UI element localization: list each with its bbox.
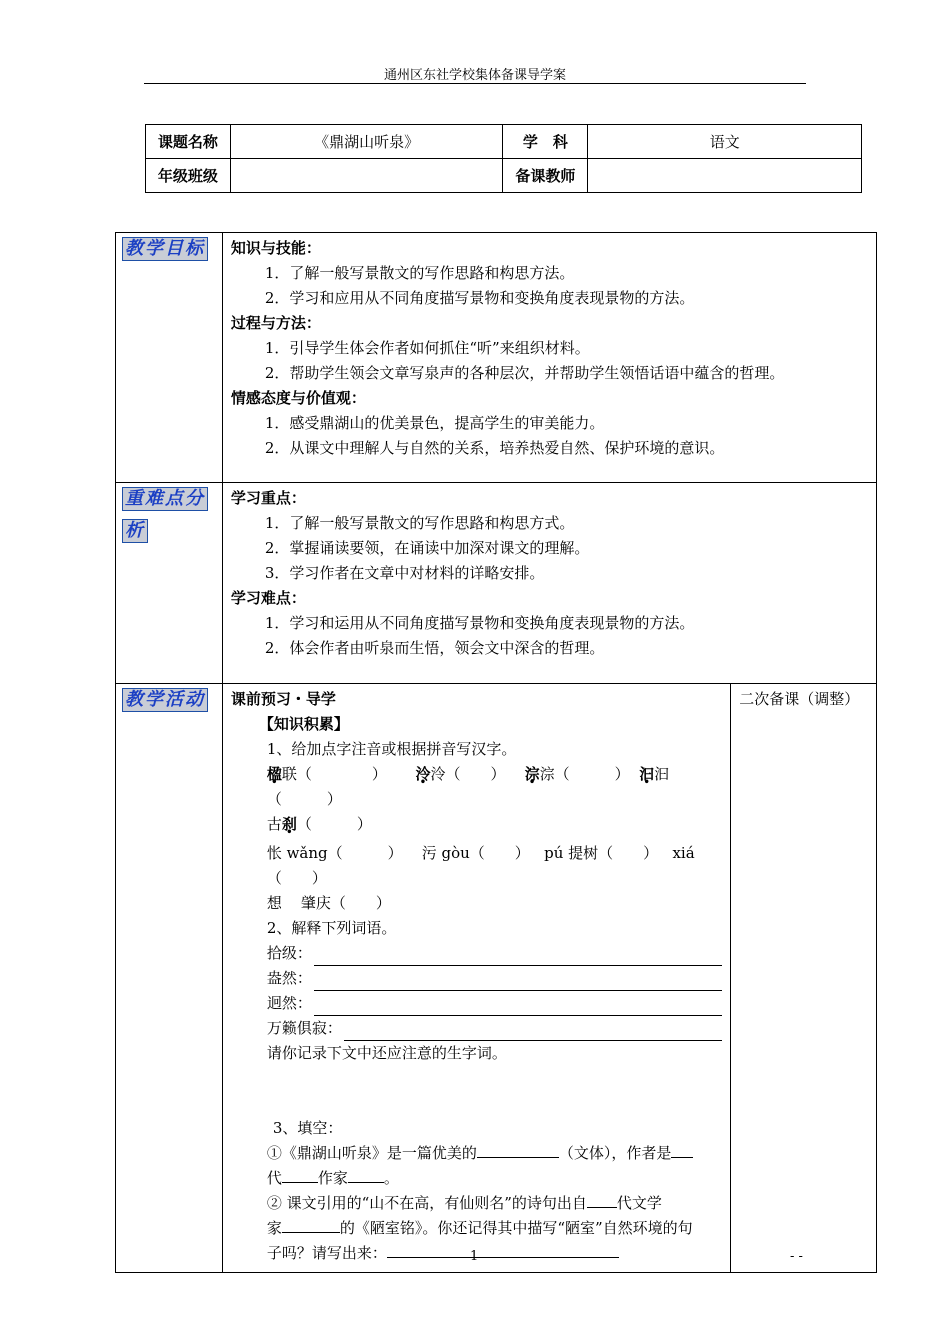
lesson-info-table <box>145 124 862 193</box>
document-header: 通州区东社学校集体备课导学案 <box>383 68 566 83</box>
blank-space <box>231 1066 722 1116</box>
activity-content <box>222 684 730 1273</box>
pinyin-blank: （ ） <box>296 815 372 833</box>
focus-badge-cell <box>116 483 223 684</box>
pinyin-blank: 淙（ ） <box>539 765 630 783</box>
goal-item: 2．学习和应用从不同角度描写景物和变换角度表现景物的方法。 <box>264 289 695 307</box>
fill-blank[interactable] <box>587 1191 617 1208</box>
definition-row <box>231 941 722 966</box>
subject-label: 学 科 <box>503 125 588 159</box>
definition-row <box>231 966 722 991</box>
pinyin-blank: 泠（ ） <box>430 765 506 783</box>
fill-item-1 <box>231 1141 722 1166</box>
subject-value: 语文 <box>588 125 862 159</box>
definition-row <box>231 991 722 1016</box>
question-3: 3、填空： <box>272 1119 343 1137</box>
goal-item: 1．引导学生体会作者如何抓住“听”来组织材料。 <box>264 339 590 357</box>
pinyin-item: xiá（ ） <box>266 844 695 887</box>
grade-value <box>230 159 503 193</box>
pinyin-row-2 <box>231 812 722 837</box>
revision-label: 二次备课（调整） <box>739 690 860 708</box>
goal-item: 2．帮助学生领会文章写泉声的各种层次，并帮助学生领悟话语中蕴含的哲理。 <box>264 364 785 382</box>
activity-heading: 课前预习・导学 <box>230 690 336 708</box>
fill-blank[interactable] <box>387 1241 619 1258</box>
fill-text: 代 <box>266 1169 282 1187</box>
difficulty-item: 2．体会作者由听泉而生悟，领会文中深含的哲理。 <box>264 639 605 657</box>
question-2: 2、解释下列词语。 <box>266 919 397 937</box>
goals-heading-knowledge: 知识与技能： <box>230 239 321 257</box>
fill-blank[interactable] <box>282 1166 318 1183</box>
dotted-char: 泠 <box>415 765 431 783</box>
focus-badge: 重难点分 <box>122 487 208 511</box>
focus-item: 3．学习作者在文章中对材料的详略安排。 <box>264 564 545 582</box>
pinyin-item: 肇庆（ ） <box>300 894 391 912</box>
focus-heading-difficulty: 学习难点： <box>230 589 306 607</box>
fill-blank[interactable] <box>671 1141 693 1158</box>
answer-line[interactable] <box>314 972 722 991</box>
fill-text: 家 <box>266 1219 282 1237</box>
answer-line[interactable] <box>314 997 722 1016</box>
pinyin-row-3 <box>231 841 722 891</box>
topic-value: 《鼎湖山听泉》 <box>230 125 503 159</box>
question-1: 1、给加点字注音或根据拼音写汉字。 <box>266 740 517 758</box>
goal-item: 1．感受鼎湖山的优美景色，提高学生的审美能力。 <box>264 414 605 432</box>
fill-blank[interactable] <box>477 1141 559 1158</box>
dotted-char: 淙 <box>524 765 540 783</box>
page-number: 1 <box>470 1249 479 1264</box>
focus-heading-key: 学习重点： <box>230 489 306 507</box>
fill-item-2 <box>231 1191 722 1216</box>
pinyin-blank: 联（ ） <box>281 765 387 783</box>
revision-column[interactable] <box>731 684 877 1273</box>
difficulty-item: 1．学习和运用从不同角度描写景物和变换角度表现景物的方法。 <box>264 614 695 632</box>
focus-item: 1．了解一般写景散文的写作思路和构思方式。 <box>264 514 575 532</box>
goal-item: 2．从课文中理解人与自然的关系，培养热爱自然、保护环境的意识。 <box>264 439 725 457</box>
term: 迥然： <box>266 994 312 1012</box>
pinyin-row-4 <box>231 891 722 916</box>
fill-text: 的《陋室铭》。你还记得其中描写“陋室”自然环境的句 <box>339 1219 693 1237</box>
focus-content <box>222 483 876 684</box>
grade-label: 年级班级 <box>146 159 231 193</box>
fill-text: ② 课文引用的“山不在高，有仙则名”的诗句出自 <box>266 1194 587 1212</box>
goals-heading-emotion: 情感态度与价值观： <box>230 389 366 407</box>
fill-blank[interactable] <box>348 1166 384 1183</box>
dotted-char: 刹 <box>281 815 297 833</box>
goals-badge-cell <box>116 233 223 483</box>
header-rule <box>144 83 806 84</box>
teacher-label: 备课教师 <box>503 159 588 193</box>
fill-blank[interactable] <box>282 1216 340 1233</box>
term: 盎然： <box>266 969 312 987</box>
dotted-char: 楹 <box>266 765 282 783</box>
activity-badge: 教学活动 <box>122 688 208 712</box>
lesson-plan-table <box>115 232 877 1273</box>
vocab-note: 请你记录下文中还应注意的生字词。 <box>266 1044 507 1062</box>
fill-text: （文体），作者是 <box>558 1144 672 1162</box>
focus-badge-cont: 析 <box>122 519 148 543</box>
dotted-char: 汩 <box>639 765 655 783</box>
definition-row <box>231 1016 722 1041</box>
footer-mark: - - <box>790 1249 803 1264</box>
fill-item-2-cont <box>231 1216 722 1241</box>
goal-item: 1．了解一般写景散文的写作思路和构思方法。 <box>264 264 575 282</box>
focus-item: 2．掌握诵读要领，在诵读中加深对课文的理解。 <box>264 539 590 557</box>
fill-item-1-cont <box>231 1166 722 1191</box>
goals-heading-process: 过程与方法： <box>230 314 321 332</box>
pinyin-row-1 <box>231 762 722 812</box>
term: 万籁俱寂： <box>266 1019 342 1037</box>
fill-text: 子吗？请写出来： <box>266 1244 387 1262</box>
teacher-value <box>588 159 862 193</box>
pinyin-item: pú 提树（ ） <box>544 844 659 862</box>
topic-label: 课题名称 <box>146 125 231 159</box>
knowledge-heading: 【知识积累】 <box>258 715 349 733</box>
answer-line[interactable] <box>344 1022 722 1041</box>
term: 拾级： <box>266 944 312 962</box>
answer-line[interactable] <box>314 947 722 966</box>
fill-text: 代文学 <box>616 1194 662 1212</box>
pinyin-item: 怅 wǎng（ ） <box>266 844 403 862</box>
goals-badge: 教学目标 <box>122 237 208 261</box>
fill-text: 作家 <box>317 1169 348 1187</box>
pinyin-item: 污 gòu（ ） <box>421 844 530 862</box>
pinyin-blank: 汩（ ） <box>266 765 670 808</box>
plain-char: 古 <box>266 815 282 833</box>
goals-content <box>222 233 876 483</box>
pinyin-item: 想 <box>266 894 282 912</box>
fill-text: 。 <box>383 1169 399 1187</box>
fill-text: ①《鼎湖山听泉》是一篇优美的 <box>266 1144 477 1162</box>
activity-badge-cell <box>116 684 223 1273</box>
